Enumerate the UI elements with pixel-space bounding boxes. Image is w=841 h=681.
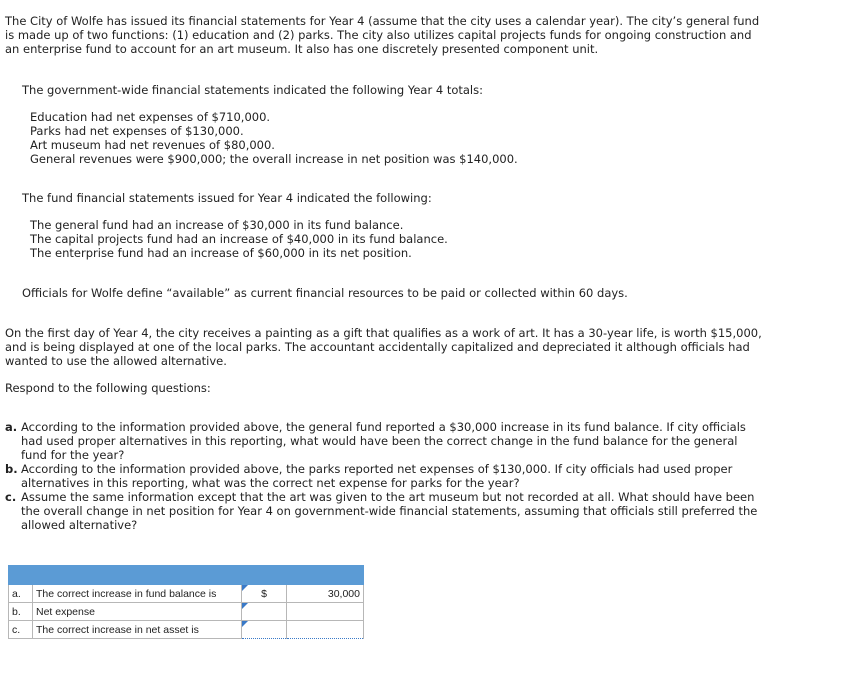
gov-wide-item: Education had net expenses of $710,000. xyxy=(30,110,271,124)
gov-wide-item: General revenues were $900,000; the overall increase in net position was $140,000. xyxy=(30,152,518,166)
answer-row xyxy=(9,603,364,621)
answer-row xyxy=(9,585,364,603)
gov-wide-item: Parks had net expenses of $130,000. xyxy=(30,124,244,138)
officials-note: Officials for Wolfe define “available” as current financial resources to be paid or collected within 60 days. xyxy=(22,286,628,300)
currency-input[interactable] xyxy=(242,621,287,639)
amount-input[interactable] xyxy=(287,603,364,621)
input-marker-icon xyxy=(242,621,248,627)
currency-symbol: $ xyxy=(261,587,267,600)
fund-item: The general fund had an increase of $30,000 in its fund balance. xyxy=(30,218,404,232)
answer-row-letter: c. xyxy=(9,621,33,639)
amount-input[interactable] xyxy=(287,585,364,603)
question-letter: b. xyxy=(5,462,18,476)
painting-paragraph: On the first day of Year 4, the city receives a painting as a gift that qualifies as a work of art. It has a 30-year life, is worth $15,000, and is being displayed at one of the local parks. The accountant accidentally capitalized and depreciated it although officials had wanted to use the allowed alternative. xyxy=(5,326,762,368)
answer-table-header xyxy=(9,566,364,585)
fund-item: The enterprise fund had an increase of $60,000 in its net position. xyxy=(30,246,412,260)
answer-row-letter: b. xyxy=(9,603,33,621)
gov-wide-heading: The government-wide financial statements indicated the following Year 4 totals: xyxy=(22,83,483,97)
answer-row-letter: a. xyxy=(9,585,33,603)
input-marker-icon xyxy=(242,585,248,591)
question-list xyxy=(5,420,765,532)
respond-prompt: Respond to the following questions: xyxy=(5,381,211,395)
gov-wide-list xyxy=(30,110,518,166)
input-marker-icon xyxy=(242,603,248,609)
question-text: According to the information provided above, the general fund reported a $30,000 increase in its fund balance. If city officials had used proper alternatives in this reporting, what would have been the correct change in the fund balance for the general fund for the year? xyxy=(21,420,746,462)
fund-heading: The fund financial statements issued for Year 4 indicated the following: xyxy=(22,191,432,205)
question-item xyxy=(5,462,765,490)
answer-row-description: The correct increase in fund balance is xyxy=(33,585,242,603)
answer-row-description: Net expense xyxy=(33,603,242,621)
answer-table xyxy=(8,565,364,639)
fund-list xyxy=(30,218,448,260)
amount-input[interactable] xyxy=(287,621,364,639)
question-text: Assume the same information except that the art was given to the art museum but not recorded at all. What should have been the overall change in net position for Year 4 on government-wide financial statements, assuming that officials still preferred the allowed alternative? xyxy=(21,490,758,532)
answer-row-description: The correct increase in net asset is xyxy=(33,621,242,639)
currency-input[interactable] xyxy=(242,585,287,603)
question-text: According to the information provided above, the parks reported net expenses of $130,000. If city officials had used proper alternatives in this reporting, what was the correct net expense for parks for the year? xyxy=(21,462,733,490)
question-item xyxy=(5,420,765,462)
gov-wide-item: Art museum had net revenues of $80,000. xyxy=(30,138,275,152)
answer-row xyxy=(9,621,364,639)
intro-paragraph: The City of Wolfe has issued its financial statements for Year 4 (assume that the city uses a calendar year). The city’s general fund is made up of two functions: (1) education and (2) parks. The city also utilizes capital projects funds for ongoing construction and an enterprise fund to account for an art museum. It also has one discretely presented component unit. xyxy=(5,14,760,56)
question-letter: a. xyxy=(5,420,18,434)
amount-value: 30,000 xyxy=(327,587,360,600)
question-item xyxy=(5,490,765,532)
fund-item: The capital projects fund had an increase of $40,000 in its fund balance. xyxy=(30,232,448,246)
question-letter: c. xyxy=(5,490,17,504)
currency-input[interactable] xyxy=(242,603,287,621)
